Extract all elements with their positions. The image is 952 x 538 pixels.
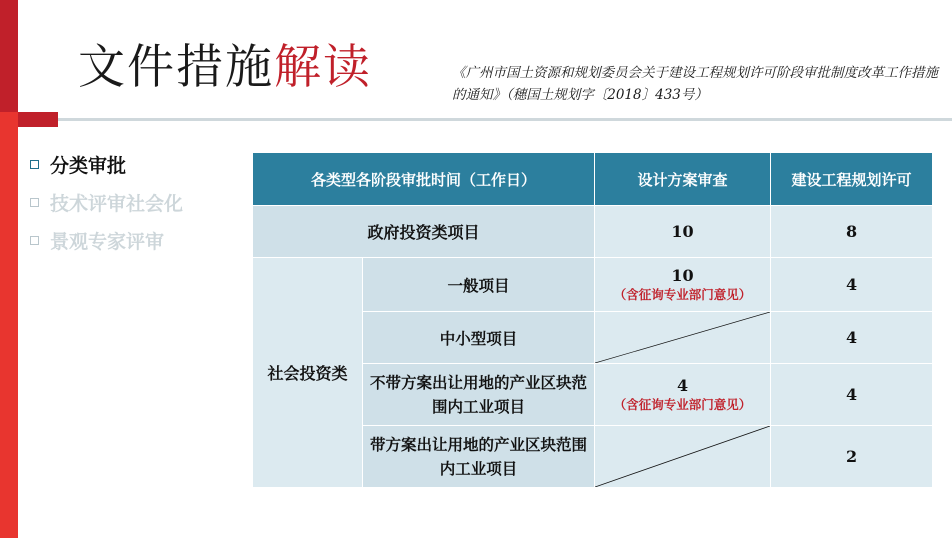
- header-rule-accent: [18, 112, 58, 127]
- cell-design-review-value: 10: [671, 265, 694, 285]
- bullet-item-label: 分类审批: [50, 154, 127, 177]
- approval-time-table-wrapper: [252, 152, 932, 488]
- left-accent-bar-bottom: [0, 112, 18, 538]
- bullet-list: [30, 146, 245, 260]
- bullet-item-technical-review[interactable]: [30, 184, 245, 220]
- diagonal-strike-icon: [595, 312, 770, 363]
- left-accent-bar-top: [0, 0, 18, 112]
- square-bullet-icon: [30, 236, 39, 245]
- table-header-cell-type: 各类型各阶段审批时间（工作日）: [253, 153, 595, 206]
- cell-permit: 4: [771, 364, 933, 426]
- document-reference-note: 《广州市国土资源和规划委员会关于建设工程规划许可阶段审批制度改革工作措施的通知》（穗国土规划字〔2018〕433号）: [452, 65, 938, 103]
- cell-permit: 4: [771, 312, 933, 364]
- table-row: [253, 206, 933, 258]
- table-row: [253, 258, 933, 312]
- row-group-social-investment: 社会投资类: [253, 258, 363, 488]
- cell-subtype: 不带方案出让用地的产业区块范围内工业项目: [363, 364, 595, 426]
- bullet-item-landscape-expert-review[interactable]: [30, 222, 245, 258]
- cell-design-review-not-applicable: [595, 426, 771, 488]
- cell-permit: 2: [771, 426, 933, 488]
- cell-permit: 4: [771, 258, 933, 312]
- cell-permit: 8: [771, 206, 933, 258]
- table-header-cell-design-review: 设计方案审查: [595, 153, 771, 206]
- header-divider: [58, 118, 952, 121]
- cell-subtype: 一般项目: [363, 258, 595, 312]
- cell-subtype: 带方案出让用地的产业区块范围内工业项目: [363, 426, 595, 488]
- cell-design-review-note: （含征询专业部门意见）: [613, 396, 752, 412]
- table-header-row: [253, 153, 933, 206]
- cell-design-review: 10: [595, 206, 771, 258]
- cell-design-review-value: 4: [676, 375, 689, 395]
- bullet-item-label: 技术评审社会化: [50, 192, 184, 215]
- bullet-item-classified-approval[interactable]: [30, 146, 245, 182]
- cell-design-review-note: （含征询专业部门意见）: [613, 286, 752, 302]
- page-title-accent: 解读: [274, 40, 372, 95]
- cell-design-review: [595, 364, 771, 426]
- bullet-item-label: 景观专家评审: [50, 230, 165, 253]
- cell-subtype: 中小型项目: [363, 312, 595, 364]
- diagonal-strike-icon: [595, 426, 770, 487]
- cell-design-review-not-applicable: [595, 312, 771, 364]
- page-title: [78, 38, 372, 98]
- table-header-cell-permit: 建设工程规划许可: [771, 153, 933, 206]
- cell-design-review: [595, 258, 771, 312]
- approval-time-table: [252, 152, 933, 488]
- row-category-government: 政府投资类项目: [253, 206, 595, 258]
- page-title-main: 文件措施: [78, 40, 274, 95]
- square-bullet-icon: [30, 198, 39, 207]
- square-bullet-icon: [30, 160, 39, 169]
